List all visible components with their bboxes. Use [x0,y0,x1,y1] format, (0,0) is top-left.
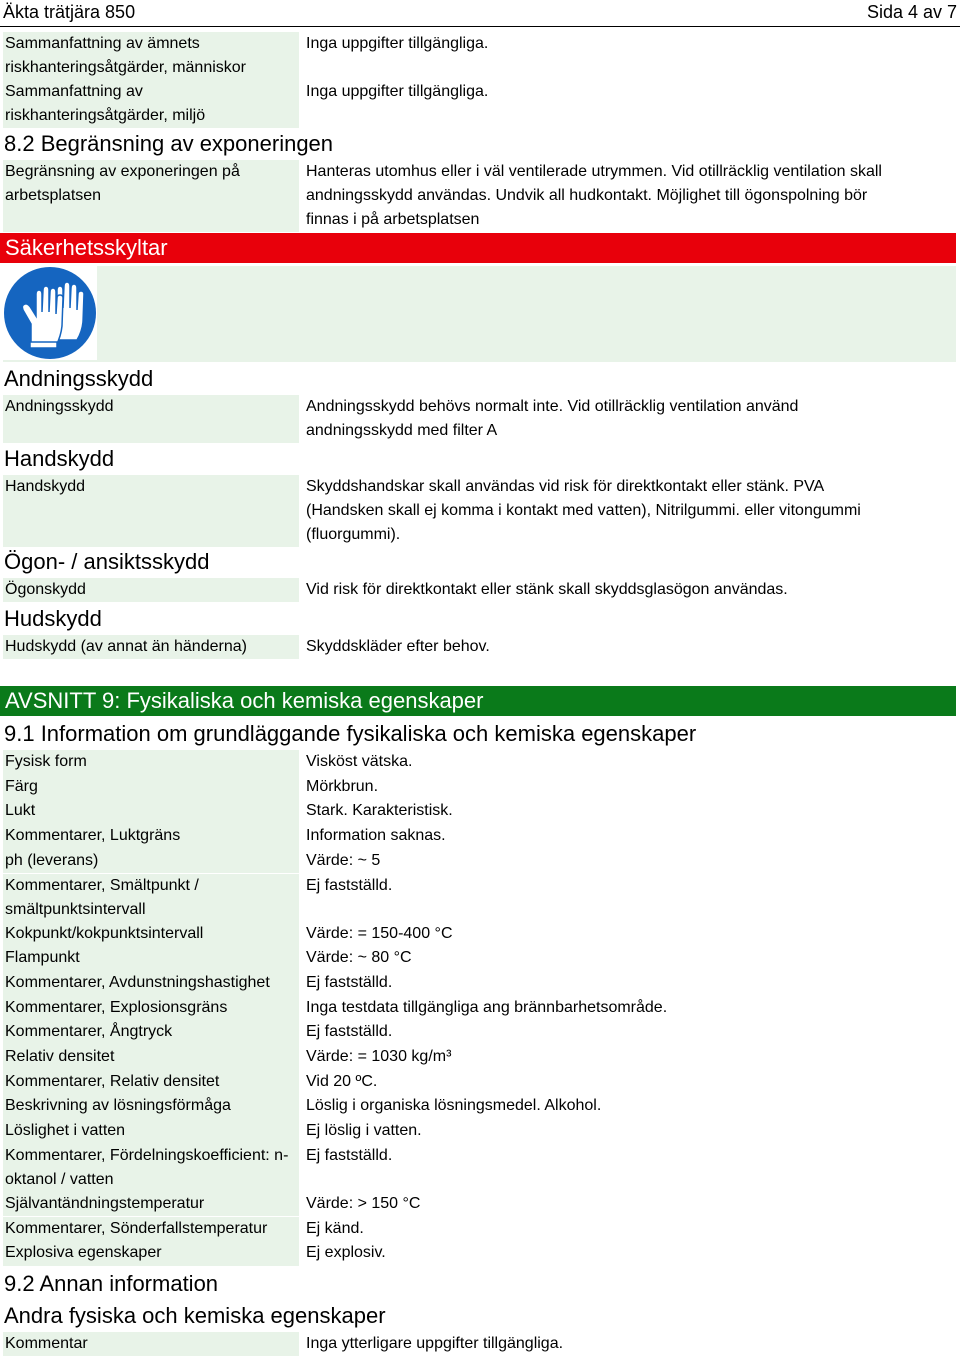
property-label: Lukt [3,799,299,824]
property-value: Visköst vätska. [306,753,413,770]
property-value: Värde: > 150 °C [306,1194,421,1212]
safety-signs-bar [0,233,956,263]
property-label: Flampunkt [3,946,299,971]
property-label: Kommentarer, Explosionsgräns [3,996,299,1021]
property-value: Inga testdata tillgängliga ang brännbarhetsområde. [306,998,668,1016]
summary-people-label: Sammanfattning av ämnets riskhanteringsåtgärder, människor [3,32,299,80]
property-label: Kommentarer, Smältpunkt / smältpunktsintervall [3,874,299,922]
section9-bar [0,686,956,716]
other-properties-heading: Andra fysiska och kemiska egenskaper [4,1303,386,1328]
property-label: Kommentarer, Ångtryck [3,1020,299,1045]
eye-label: Ögonskydd [3,578,299,602]
summary-env-label: Sammanfattning av riskhanteringsåtgärder, miljö [3,80,299,128]
comment-value: Inga ytterligare uppgifter tillgängliga. [306,1335,564,1352]
hand-label: Handskydd [3,475,299,547]
eye-heading: Ögon- / ansiktsskydd [4,549,210,574]
page-number: Sida 4 av 7 [866,2,957,22]
property-value: Värde: = 150-400 °C [306,924,453,942]
workplace-value: Hanteras utomhus eller i väl ventilerade utrymmen. Vid otillräcklig ventilation skall andningsskydd användas. Undvik all hudkontakt. Möjlighet till ögonspolning bör finnas i på arbetsplatsen [306,163,882,228]
property-value: Information saknas. [306,827,446,845]
property-label: Kommentarer, Sönderfallstemperatur [3,1217,299,1242]
skin-value: Skyddskläder efter behov. [306,638,490,655]
property-label: Kommentarer, Luktgräns [3,824,299,849]
heading-9-2: 9.2 Annan information [4,1271,219,1296]
property-label: Kokpunkt/kokpunktsintervall [3,922,299,947]
page-header [0,0,960,27]
property-label: ph (leverans) [3,849,299,874]
gloves-sign [3,266,97,360]
property-label: Relativ densitet [3,1045,299,1070]
summary-env-value: Inga uppgifter tillgängliga. [306,83,489,100]
comment-label: Kommentar [3,1332,299,1356]
property-value: Löslig i organiska lösningsmedel. Alkohol. [306,1097,602,1115]
eye-value: Vid risk för direktkontakt eller stänk skall skyddsglasögon användas. [306,581,788,598]
property-label: Självantändningstemperatur [3,1192,299,1217]
skin-label: Hudskydd (av annat än händerna) [3,635,299,659]
property-value: Ej känd. [306,1219,364,1237]
property-label: Kommentarer, Fördelningskoefficient: n-oktanol / vatten [3,1144,299,1192]
property-label: Kommentarer, Relativ densitet [3,1070,299,1095]
property-label: Kommentarer, Avdunstningshastighet [3,971,299,996]
property-label: Beskrivning av lösningsförmåga [3,1094,299,1119]
property-label: Färg [3,775,299,800]
skin-heading: Hudskydd [4,606,102,631]
respiratory-value: Andningsskydd behövs normalt inte. Vid otillräcklig ventilation använd andningsskydd med filter A [306,398,799,439]
respiratory-heading: Andningsskydd [4,366,154,391]
gloves-icon [3,266,97,360]
heading-9-1: 9.1 Information om grundläggande fysikaliska och kemiska egenskaper [4,721,697,746]
property-value: Ej fastställd. [306,876,393,894]
property-value: Vid 20 ºC. [306,1072,378,1090]
property-value: Ej fastställd. [306,1023,393,1041]
hand-value: Skyddshandskar skall användas vid risk för direktkontakt eller stänk. PVA (Handsken skall ej komma i kontakt med vatten), Nitrilgummi. eller vitongummi (fluorgummi). [306,478,861,543]
heading-8-2: 8.2 Begränsning av exponeringen [4,131,334,156]
safety-signs-title: Säkerhetsskyltar [5,235,168,260]
workplace-label: Begränsning av exponeringen på arbetsplatsen [3,160,299,232]
property-value: Ej fastställd. [306,1146,393,1164]
property-value: Värde: = 1030 kg/m³ [306,1048,452,1065]
property-value: Värde: ~ 5 [306,851,381,869]
property-value: Ej fastställd. [306,973,393,991]
product-name: Äkta trätjära 850 [3,2,136,22]
property-value: Värde: ~ 80 °C [306,949,412,967]
property-label: Explosiva egenskaper [3,1241,299,1266]
section9-title: AVSNITT 9: Fysikaliska och kemiska egenskaper [5,688,484,713]
respiratory-label: Andningsskydd [3,395,299,443]
property-label: Löslighet i vatten [3,1119,299,1144]
sign-area [3,266,956,362]
property-value: Ej löslig i vatten. [306,1122,422,1140]
summary-people-value: Inga uppgifter tillgängliga. [306,35,489,52]
property-value: Ej explosiv. [306,1244,386,1262]
property-value: Mörkbrun. [306,777,379,795]
property-value: Stark. Karakteristisk. [306,802,453,820]
property-label: Fysisk form [3,750,299,775]
hand-heading: Handskydd [4,446,115,471]
